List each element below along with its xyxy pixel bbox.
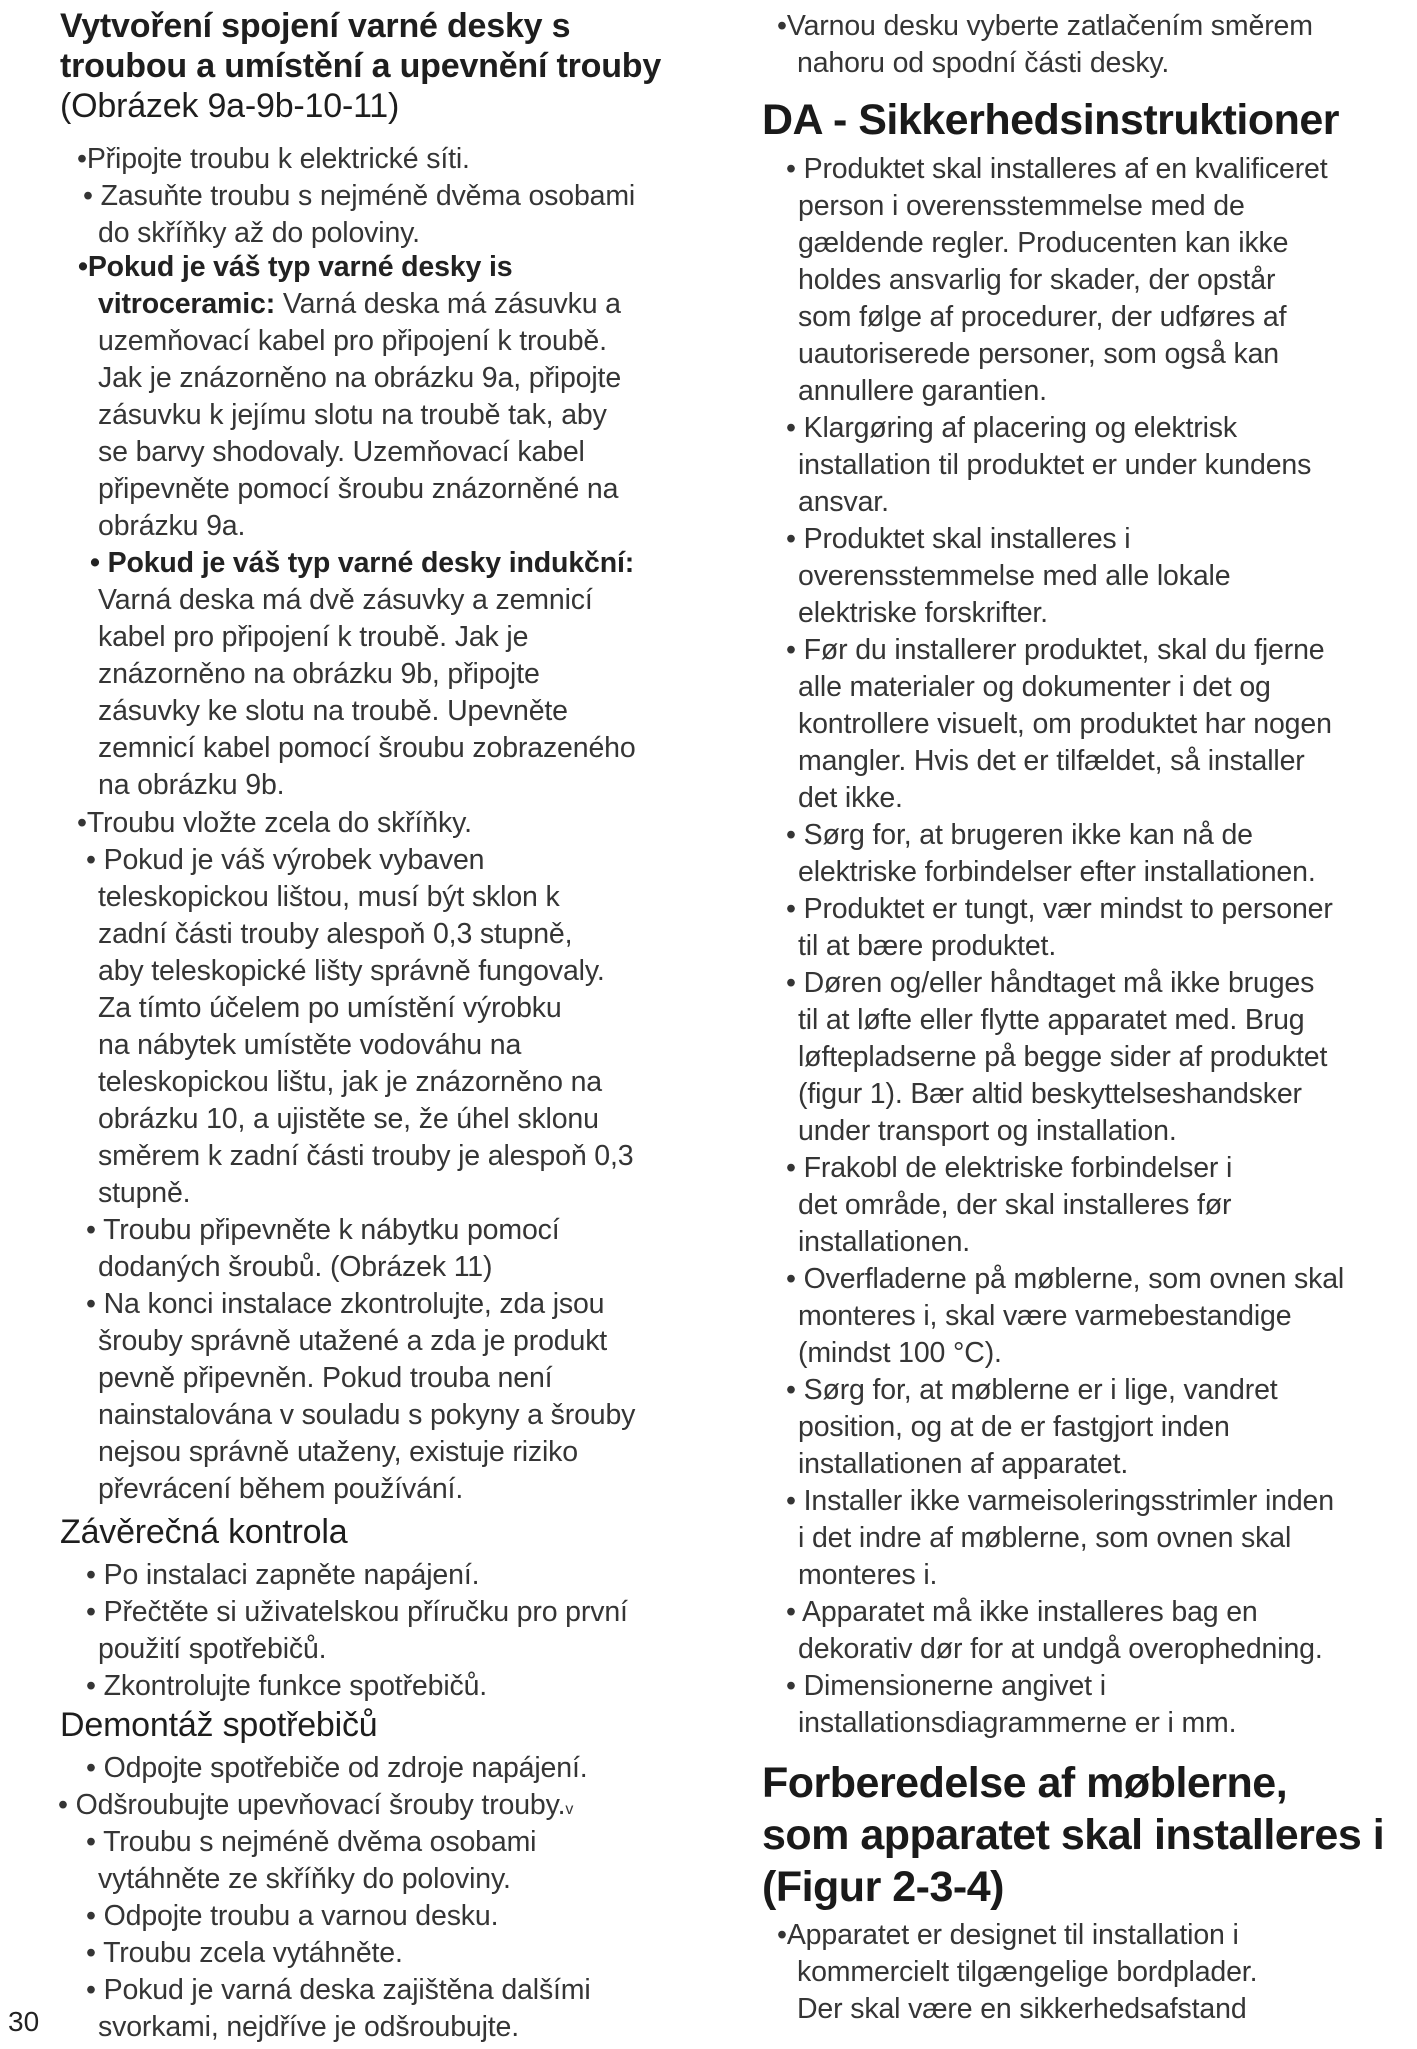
- text-line: •Troubu vložte zcela do skříňky.: [77, 807, 472, 839]
- removal-list-3: [86, 1824, 591, 2046]
- text-line: installationen af apparatet.: [798, 1448, 1129, 1480]
- section-title-line: (Figur 2-3-4): [762, 1863, 1004, 1911]
- text-line: obrázku 10, a ujistěte se, že úhel sklonu: [98, 1103, 599, 1135]
- text-line: • Sørg for, at møblerne er i lige, vandret: [786, 1374, 1278, 1406]
- text-line: • Pokud je varná deska zajištěna dalšími: [86, 1974, 591, 2006]
- text-line: • Før du installerer produktet, skal du fjerne: [786, 634, 1325, 666]
- fix-bullet: [86, 1212, 560, 1249]
- intro-block-3: [98, 215, 420, 252]
- text-line: [98, 286, 621, 323]
- text-line: • Apparatet må ikke installeres bag en: [786, 1596, 1258, 1628]
- text-line: monteres i.: [798, 1559, 938, 1591]
- text-line: na nábytek umístěte vodováhu na: [98, 1029, 522, 1061]
- text-line: Der skal være en sikkerhedsafstand: [797, 1993, 1247, 2025]
- fix-body: [98, 1249, 492, 1286]
- text-line: zásuvky ke slotu na troubě. Upevněte: [98, 695, 568, 727]
- text-line: Za tímto účelem po umístění výrobku: [98, 992, 562, 1024]
- insert-line: [77, 805, 472, 842]
- text-span: • Odšroubujte upevňovací šrouby trouby.: [58, 1789, 566, 1821]
- text-line: som følge af procedurer, der udføres af: [798, 301, 1287, 333]
- heading-line: troubou a umístění a upevnění trouby: [60, 47, 662, 85]
- text-line: [78, 249, 512, 286]
- text-line: til at bære produktet.: [798, 930, 1057, 962]
- text-span: Varná deska má zásuvku a: [275, 288, 621, 320]
- text-line: • Troubu zcela vytáhněte.: [86, 1937, 403, 1969]
- text-line: •Varnou desku vyberte zatlačením směrem: [777, 10, 1313, 42]
- text-line: gældende regler. Producenten kan ikke: [798, 227, 1289, 259]
- text-line: elektriske forskrifter.: [798, 597, 1048, 629]
- removal-section: [60, 1705, 377, 1745]
- check-body: [98, 1323, 635, 1508]
- text-line: • Installer ikke varmeisoleringsstrimler inden: [786, 1485, 1334, 1517]
- text-line: nainstalována v souladu s pokyny a šrouby: [98, 1399, 636, 1431]
- text-line: • Pokud je váš výrobek vybaven: [86, 844, 485, 876]
- text-line: vytáhněte ze skříňky do poloviny.: [98, 1863, 511, 1895]
- da-list: [786, 151, 1344, 1742]
- bold-term: vitroceramic:: [98, 288, 276, 320]
- text-line: obrázku 9a.: [98, 510, 246, 542]
- telescopic-body: [98, 879, 633, 1212]
- text-line: • Zkontrolujte funkce spotřebičů.: [86, 1670, 488, 1702]
- text-line: annullere garantien.: [798, 375, 1047, 407]
- text-line: aby teleskopické lišty správně fungovaly.: [98, 955, 605, 987]
- text-line: •Apparatet er designet til installation i: [777, 1919, 1239, 1951]
- section-heading: Demontáž spotřebičů: [60, 1706, 378, 1744]
- text-line: • Troubu s nejméně dvěma osobami: [86, 1826, 537, 1858]
- text-line: (mindst 100 °C).: [798, 1337, 1002, 1369]
- text-line: teleskopickou lištu, jak je znázorněno na: [98, 1066, 602, 1098]
- vitro-block: [78, 249, 512, 286]
- text-line: převrácení během používání.: [98, 1473, 464, 1505]
- text-line: det ikke.: [798, 782, 903, 814]
- text-line: zásuvku k jejímu slotu na troubě tak, aby: [98, 399, 607, 431]
- text-line: mangler. Hvis det er tilfældet, så installer: [798, 745, 1305, 777]
- text-line: Jak je znázorněno na obrázku 9a, připojte: [98, 362, 622, 394]
- text-line: nahoru od spodní části desky.: [797, 47, 1170, 79]
- text-line: elektriske forbindelser efter installationen.: [798, 856, 1316, 888]
- heading-line: Vytvoření spojení varné desky s: [60, 7, 571, 45]
- text-line: uzemňovací kabel pro připojení k troubě.: [98, 325, 607, 357]
- text-line: monteres i, skal være varmebestandige: [798, 1300, 1292, 1332]
- text-line: šrouby správně utažené a zda je produkt: [98, 1325, 608, 1357]
- heading-line: (Obrázek 9a-9b-10-11): [60, 87, 400, 125]
- bold-lead: • Pokud je váš typ varné desky indukční:: [90, 547, 635, 579]
- removal-list-2: [58, 1787, 573, 1828]
- text-line: installationen.: [798, 1226, 971, 1258]
- vitro-block-body: [98, 286, 621, 545]
- text-line: • Zasuňte troubu s nejméně dvěma osobami: [83, 180, 636, 212]
- text-line: person i overensstemmelse med de: [798, 190, 1245, 222]
- text-line: nejsou správně utaženy, existuje riziko: [98, 1436, 578, 1468]
- text-line: směrem k zadní části trouby je alespoň 0,3: [98, 1140, 634, 1172]
- text-line: svorkami, nejdříve je odšroubujte.: [98, 2011, 520, 2043]
- da-title-block: [762, 94, 1339, 146]
- text-line: holdes ansvarlig for skader, der opstår: [798, 264, 1276, 296]
- section-title-line: som apparatet skal installeres i: [762, 1811, 1385, 1859]
- removal-list: [86, 1750, 587, 1787]
- final-check-list: [86, 1557, 628, 1705]
- text-line: • Odpojte troubu a varnou desku.: [86, 1900, 499, 1932]
- stray-mark: v: [565, 1801, 574, 1818]
- text-line: •Připojte troubu k elektrické síti.: [77, 143, 470, 175]
- text-line: dekorativ dør for at undgå overophedning.: [798, 1633, 1323, 1665]
- text-line: [90, 545, 634, 582]
- text-line: • Na konci instalace zkontrolujte, zda jsou: [86, 1288, 605, 1320]
- text-line: ansvar.: [798, 486, 889, 518]
- text-line: • Přečtěte si uživatelskou příručku pro první: [86, 1596, 628, 1628]
- top-lines: [777, 8, 1313, 82]
- text-line: installation til produktet er under kundens: [798, 449, 1312, 481]
- text-line: • Døren og/eller håndtaget må ikke bruges: [786, 967, 1315, 999]
- section-title-line: Forberedelse af møblerne,: [762, 1759, 1288, 1807]
- bold-lead: •Pokud je váš typ varné desky is: [78, 251, 513, 283]
- page-number: 30: [8, 2006, 40, 2037]
- text-line: • Frakobl de elektriske forbindelser i: [786, 1152, 1233, 1184]
- text-line: i det indre af møblerne, som ovnen skal: [798, 1522, 1292, 1554]
- text-line: • Produktet skal installeres i: [786, 523, 1131, 555]
- text-line: løftepladserne på begge sider af produktet: [798, 1041, 1328, 1073]
- text-line: • Dimensionerne angivet i: [786, 1670, 1106, 1702]
- text-line: teleskopickou lištou, musí být sklon k: [98, 881, 560, 913]
- text-line: dodaných šroubů. (Obrázek 11): [98, 1251, 493, 1283]
- final-check-section: [60, 1512, 347, 1552]
- text-line: til at løfte eller flytte apparatet med. Brug: [798, 1004, 1305, 1036]
- intro-block: [77, 141, 470, 178]
- induction-block: [90, 545, 634, 582]
- text-line: • Klargøring af placering og elektrisk: [786, 412, 1237, 444]
- text-line: • Po instalaci zapněte napájení.: [86, 1559, 480, 1591]
- text-line: do skříňky až do poloviny.: [98, 217, 420, 249]
- text-line: • Overfladerne på møblerne, som ovnen skal: [786, 1263, 1345, 1295]
- intro-block-2: [83, 178, 635, 215]
- prep-title-block: [762, 1757, 1384, 1913]
- text-line: zadní části trouby alespoň 0,3 stupně,: [98, 918, 573, 950]
- text-line: • Sørg for, at brugeren ikke kan nå de: [786, 819, 1253, 851]
- text-line: det område, der skal installeres før: [798, 1189, 1232, 1221]
- text-line: under transport og installation.: [798, 1115, 1177, 1147]
- text-line: se barvy shodovaly. Uzemňovací kabel: [98, 436, 585, 468]
- text-line: alle materialer og dokumenter i det og: [798, 671, 1271, 703]
- check-bullet: [86, 1286, 604, 1323]
- text-line: kommercielt tilgængelige bordplader.: [797, 1956, 1258, 1988]
- text-line: position, og at de er fastgjort inden: [798, 1411, 1230, 1443]
- text-line: overensstemmelse med alle lokale: [798, 560, 1231, 592]
- text-line: • Produktet er tungt, vær mindst to personer: [786, 893, 1333, 925]
- text-line: [58, 1787, 573, 1828]
- text-line: (figur 1). Bær altid beskyttelseshandsker: [798, 1078, 1302, 1110]
- text-line: kabel pro připojení k troubě. Jak je: [98, 621, 529, 653]
- prep-lines: [777, 1917, 1257, 2028]
- text-line: Varná deska má dvě zásuvky a zemnicí: [98, 584, 593, 616]
- text-line: • Odpojte spotřebiče od zdroje napájení.: [86, 1752, 588, 1784]
- section-heading: Závěrečná kontrola: [60, 1513, 348, 1551]
- text-line: použití spotřebičů.: [98, 1633, 327, 1665]
- text-line: připevněte pomocí šroubu znázorněné na: [98, 473, 619, 505]
- text-line: kontrollere visuelt, om produktet har nogen: [798, 708, 1332, 740]
- telescopic-bullet: [86, 842, 484, 879]
- text-line: • Troubu připevněte k nábytku pomocí: [86, 1214, 560, 1246]
- text-line: na obrázku 9b.: [98, 769, 285, 801]
- page-title: DA - Sikkerhedsinstruktioner: [762, 96, 1339, 144]
- text-line: • Produktet skal installeres af en kvalificeret: [786, 153, 1328, 185]
- text-line: installationsdiagrammerne er i mm.: [798, 1707, 1237, 1739]
- text-line: pevně připevněn. Pokud trouba není: [98, 1362, 553, 1394]
- text-line: zemnicí kabel pomocí šroubu zobrazeného: [98, 732, 636, 764]
- section-title-connection: [60, 6, 661, 126]
- induction-block-body: [98, 582, 636, 804]
- text-line: stupně.: [98, 1177, 191, 1209]
- text-line: uautoriserede personer, som også kan: [798, 338, 1279, 370]
- text-line: znázorněno na obrázku 9b, připojte: [98, 658, 540, 690]
